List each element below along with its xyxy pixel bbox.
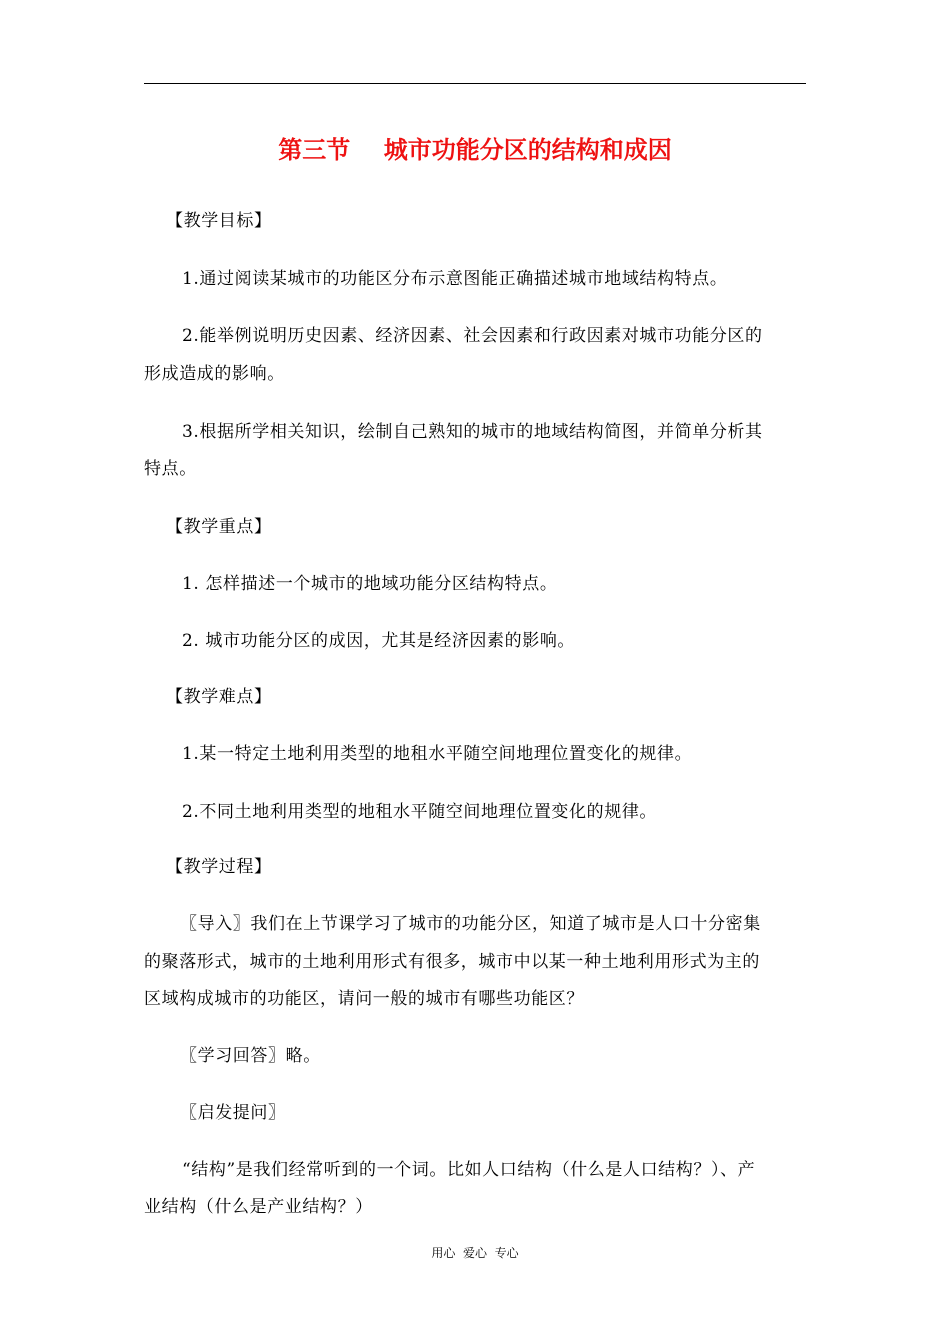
objective-item-3-line-2: 特点。	[144, 459, 197, 479]
intro-line-2: 的聚落形式，城市的土地利用形式有很多，城市中以某一种土地利用形式为主的	[144, 952, 760, 972]
page-footer: 用心 爱心 专心	[431, 1246, 519, 1260]
structure-line-1: “结构”是我们经常听到的一个词。比如人口结构（什么是人口结构？）、产	[182, 1160, 756, 1180]
key-points-heading: 【教学重点】	[166, 517, 272, 537]
prompt-paragraph: 〖启发提问〗	[180, 1103, 286, 1123]
process-heading: 【教学过程】	[166, 857, 272, 877]
difficulty-item-1: 1.某一特定土地利用类型的地租水平随空间地理位置变化的规律。	[182, 744, 693, 764]
key-point-item-1: 1. 怎样描述一个城市的地域功能分区结构特点。	[182, 574, 558, 594]
structure-line-2: 业结构（什么是产业结构？）	[144, 1197, 373, 1217]
intro-line-3: 区域构成城市的功能区，请问一般的城市有哪些功能区？	[144, 989, 584, 1009]
difficulty-item-2: 2.不同土地利用类型的地租水平随空间地理位置变化的规律。	[182, 802, 658, 822]
objective-item-2-line-1: 2.能举例说明历史因素、经济因素、社会因素和行政因素对城市功能分区的	[182, 326, 763, 346]
objectives-heading: 【教学目标】	[166, 211, 272, 231]
header-rule	[144, 83, 806, 84]
page-title: 第三节 城市功能分区的结构和成因	[278, 136, 672, 164]
key-point-item-2: 2. 城市功能分区的成因，尤其是经济因素的影响。	[182, 631, 576, 651]
objective-item-3-line-1: 3.根据所学相关知识，绘制自己熟知的城市的地域结构简图，并简单分析其	[182, 422, 763, 442]
answer-paragraph: 〖学习回答〗略。	[180, 1046, 321, 1066]
intro-line-1: 〖导入〗我们在上节课学习了城市的功能分区，知道了城市是人口十分密集	[180, 914, 761, 934]
objective-item-2-line-2: 形成造成的影响。	[144, 364, 285, 384]
objective-item-1: 1.通过阅读某城市的功能区分布示意图能正确描述城市地域结构特点。	[182, 269, 728, 289]
difficulties-heading: 【教学难点】	[166, 687, 272, 707]
